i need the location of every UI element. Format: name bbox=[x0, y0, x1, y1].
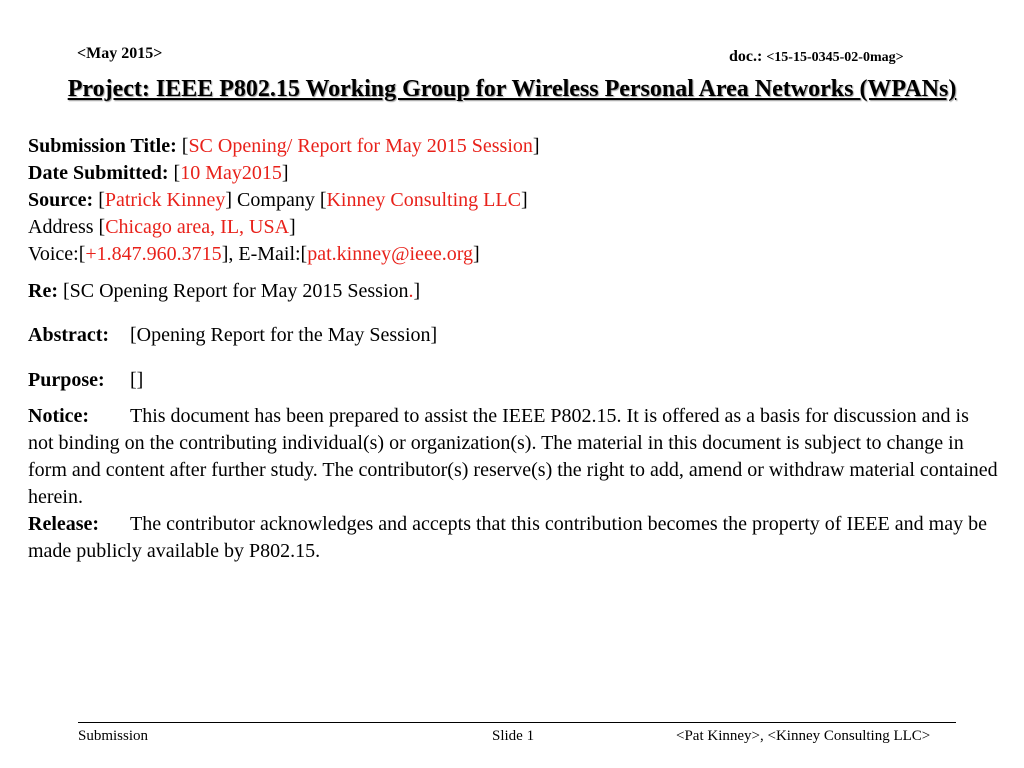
header-doc-id bbox=[729, 48, 904, 66]
re-period: . bbox=[408, 280, 414, 302]
purpose-line bbox=[28, 367, 143, 394]
submission-title-line bbox=[28, 133, 540, 160]
bracket: [ bbox=[98, 189, 105, 211]
abstract-value: [Opening Report for the May Session] bbox=[130, 324, 438, 346]
bracket: ] bbox=[289, 216, 296, 238]
notice-text: This document has been prepared to assist the IEEE P802.15. It is offered as a basis for discussion and is not binding on the contributing individual(s) or organization(s). The material in this document is subject to change in form and content after further study. The contributor(s) reserve(s) the right to add, amend or withdraw material contained herein. bbox=[28, 405, 998, 508]
footer-submission: Submission bbox=[78, 728, 149, 744]
date-submitted-label: Date Submitted: bbox=[28, 162, 174, 184]
footer-divider bbox=[78, 722, 956, 723]
email-value: pat.kinney@ieee.org bbox=[307, 243, 473, 265]
bracket: [ bbox=[181, 135, 189, 157]
submission-title-value: SC Opening/ Report for May 2015 Session bbox=[188, 135, 533, 157]
date-submitted-value: 10 May2015 bbox=[180, 162, 282, 184]
submission-title-label: Submission Title: bbox=[28, 135, 182, 157]
source-label: Source: bbox=[28, 189, 99, 211]
footer-author: <Pat Kinney>, <Kinney Consulting LLC> bbox=[676, 728, 931, 744]
purpose-label: Purpose: bbox=[28, 369, 105, 391]
release-text: The contributor acknowledges and accepts that this contribution becomes the property of IEEE and may be made publicly available by P802.15. bbox=[28, 513, 987, 562]
bracket: ] bbox=[413, 280, 421, 302]
bracket: [ bbox=[173, 162, 181, 184]
address-label: Address [ bbox=[28, 216, 106, 238]
re-label: Re: bbox=[28, 280, 63, 302]
contact-line bbox=[28, 241, 480, 268]
doc-label: doc.: bbox=[729, 48, 767, 65]
address-value: Chicago area, IL, USA bbox=[105, 216, 290, 238]
release-paragraph bbox=[28, 511, 998, 565]
voice-value: +1.847.960.3715 bbox=[85, 243, 222, 265]
bracket: ] bbox=[281, 162, 289, 184]
email-label: ], E-Mail:[ bbox=[221, 243, 308, 265]
voice-label: Voice:[ bbox=[28, 243, 86, 265]
notice-paragraph bbox=[28, 403, 998, 511]
address-line bbox=[28, 214, 296, 241]
footer-slide-number: Slide 1 bbox=[492, 728, 535, 744]
release-label: Release: bbox=[28, 513, 100, 535]
abstract-line bbox=[28, 322, 437, 349]
notice-release-block bbox=[28, 403, 998, 565]
source-value: Patrick Kinney bbox=[104, 189, 226, 211]
date-submitted-line bbox=[28, 160, 289, 187]
company-value: Kinney Consulting LLC bbox=[326, 189, 521, 211]
re-line bbox=[28, 278, 420, 305]
bracket: ] bbox=[473, 243, 480, 265]
purpose-value: [] bbox=[130, 369, 144, 391]
bracket: ] bbox=[520, 189, 528, 211]
abstract-label: Abstract: bbox=[28, 324, 110, 346]
header-date: <May 2015> bbox=[77, 45, 163, 62]
re-value: [SC Opening Report for May 2015 Session bbox=[62, 280, 409, 302]
doc-number: <15-15-0345-02-0mag> bbox=[766, 50, 904, 65]
notice-label: Notice: bbox=[28, 405, 90, 427]
source-line bbox=[28, 187, 528, 214]
company-label: ] Company [ bbox=[225, 189, 327, 211]
bracket: ] bbox=[532, 135, 540, 157]
project-title: Project: IEEE P802.15 Working Group for Wireless Personal Area Networks (WPANs) bbox=[67, 76, 957, 102]
